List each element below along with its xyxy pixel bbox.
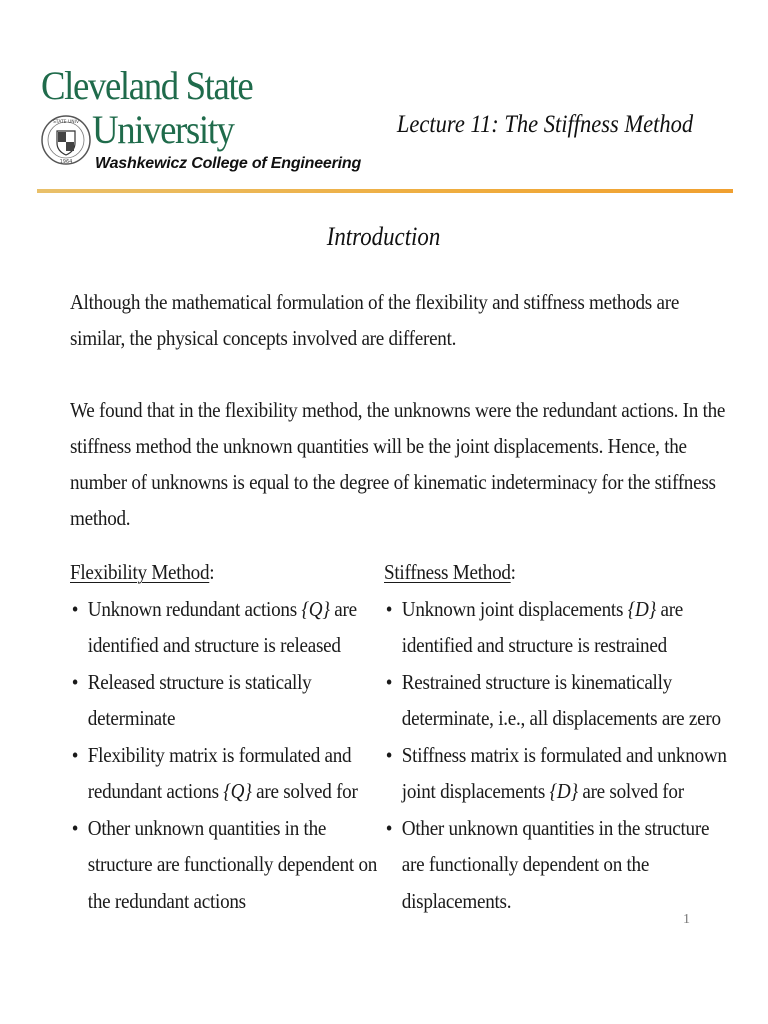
flexibility-bullet: • Flexibility matrix is formulated and redundant actions {Q} are solved for [70,737,386,810]
flexibility-bullet: • Released structure is statically determinate [70,664,386,737]
slide-header [0,0,768,200]
college-name: Washkewicz College of Engineering [95,155,362,172]
flexibility-heading: Flexibility Method: [70,560,215,584]
flexibility-bullet: • Other unknown quantities in the structure are functionally dependent on the redundant actions [70,810,386,920]
university-name-line2: University [92,107,234,152]
stiffness-bullet: • Other unknown quantities in the structure are functionally dependent on the displacements. [384,810,736,920]
stiffness-column [384,554,727,919]
stiffness-heading: Stiffness Method: [384,560,516,584]
stiffness-bullet: • Restrained structure is kinematically determinate, i.e., all displacements are zero [384,664,736,737]
flexibility-column [70,554,378,919]
flexibility-bullet: • Unknown redundant actions {Q} are identified and structure is released [70,591,386,664]
slide-title: Introduction [327,222,441,251]
stiffness-list [384,591,740,920]
page-number: 1 [683,912,690,927]
intro-paragraph: Although the mathematical formulation of the flexibility and stiffness methods are similar, the physical concepts involved are different. [70,290,680,350]
header-divider [37,189,733,193]
stiffness-bullet: • Unknown joint displacements {D} are identified and structure is restrained [384,591,736,664]
stiffness-bullet: • Stiffness matrix is formulated and unknown joint displacements {D} are solved for [384,737,736,810]
flexibility-list [70,591,426,920]
university-name-line1: Cleveland State [41,63,253,108]
lecture-title: Lecture 11: The Stiffness Method [396,111,693,138]
unknowns-paragraph: We found that in the flexibility method, the unknowns were the redundant actions. In the stiffness method the unknown quantities will be the joint displacements. Hence, the number of unknowns is equal to the degree of kinematic indeterminacy for the stiffness method. [70,398,726,530]
svg-text:1964: 1964 [59,159,73,165]
svg-text:STATE UNIV: STATE UNIV [52,120,80,125]
university-seal-icon [40,109,92,171]
